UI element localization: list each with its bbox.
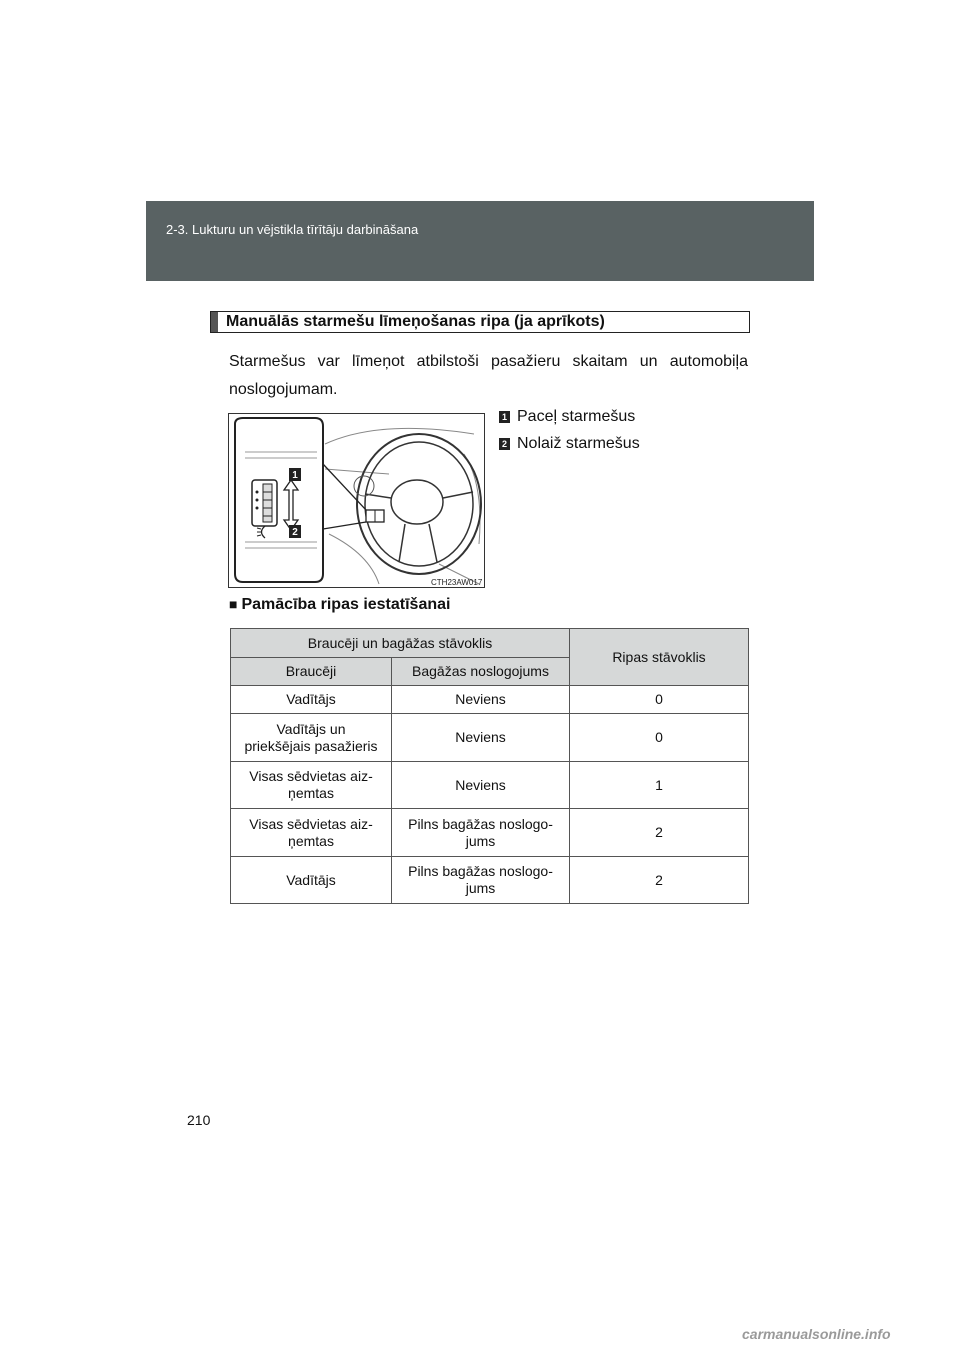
legend-number: 1 bbox=[499, 411, 510, 423]
table-group-header: Braucēji un bagāžas stāvoklis bbox=[231, 629, 570, 658]
cell-position: 2 bbox=[570, 809, 749, 857]
cell-luggage: Pilns bagāžas noslogo- jums bbox=[392, 809, 570, 857]
cell-position: 1 bbox=[570, 762, 749, 809]
cell-occupants: Vadītājs bbox=[231, 857, 392, 904]
table-header-occupants: Braucēji bbox=[231, 658, 392, 686]
watermark: carmanualsonline.info bbox=[742, 1326, 891, 1342]
dashboard-illustration bbox=[228, 413, 485, 588]
cell-occupants: Visas sēdvietas aiz- ņemtas bbox=[231, 762, 392, 809]
intro-paragraph: Starmešus var līmeņot atbilstoši pasažieru skaitam un automobiļa noslogojumam. bbox=[229, 353, 748, 398]
legend-text: Nolaiž starmešus bbox=[517, 435, 640, 452]
subheading bbox=[229, 596, 450, 614]
breadcrumb: 2-3. Lukturu un vējstikla tīrītāju darbināšana bbox=[166, 222, 419, 237]
section-accent bbox=[211, 312, 218, 332]
page-number: 210 bbox=[187, 1112, 211, 1128]
callout-1: 1 bbox=[292, 470, 298, 481]
cell-position: 0 bbox=[570, 686, 749, 714]
legend-text: Paceļ starmešus bbox=[517, 408, 636, 425]
cell-position: 0 bbox=[570, 714, 749, 762]
subheading-text: Pamācība ripas iestatīšanai bbox=[241, 596, 451, 613]
cell-occupants: Vadītājs un priekšējais pasažieris bbox=[231, 714, 392, 762]
legend-number: 2 bbox=[499, 438, 510, 450]
cell-position: 2 bbox=[570, 857, 749, 904]
table-header-luggage: Bagāžas noslogojums bbox=[392, 658, 570, 686]
table-row bbox=[231, 809, 749, 857]
table-row bbox=[231, 762, 749, 809]
section-title: Manuālās starmešu līmeņošanas ripa (ja aprīkots) bbox=[226, 313, 605, 330]
cell-occupants: Vadītājs bbox=[231, 686, 392, 714]
table-header-position: Ripas stāvoklis bbox=[570, 629, 749, 686]
cell-luggage: Neviens bbox=[392, 714, 570, 762]
chapter-header bbox=[146, 201, 814, 281]
callout-2: 2 bbox=[292, 527, 298, 538]
legend-item-raise bbox=[499, 408, 635, 426]
cell-luggage: Neviens bbox=[392, 686, 570, 714]
table-row bbox=[231, 714, 749, 762]
cell-luggage: Pilns bagāžas noslogo- jums bbox=[392, 857, 570, 904]
table-row bbox=[231, 686, 749, 714]
cell-luggage: Neviens bbox=[392, 762, 570, 809]
dial-setting-table bbox=[230, 628, 749, 904]
section-title-bar bbox=[210, 311, 750, 333]
dashboard-drawing bbox=[229, 414, 485, 588]
legend-item-lower bbox=[499, 435, 640, 453]
cell-occupants: Visas sēdvietas aiz- ņemtas bbox=[231, 809, 392, 857]
table-row bbox=[231, 857, 749, 904]
figure-code: CTH23AW017 bbox=[431, 578, 483, 587]
square-bullet-icon: ■ bbox=[229, 596, 238, 612]
